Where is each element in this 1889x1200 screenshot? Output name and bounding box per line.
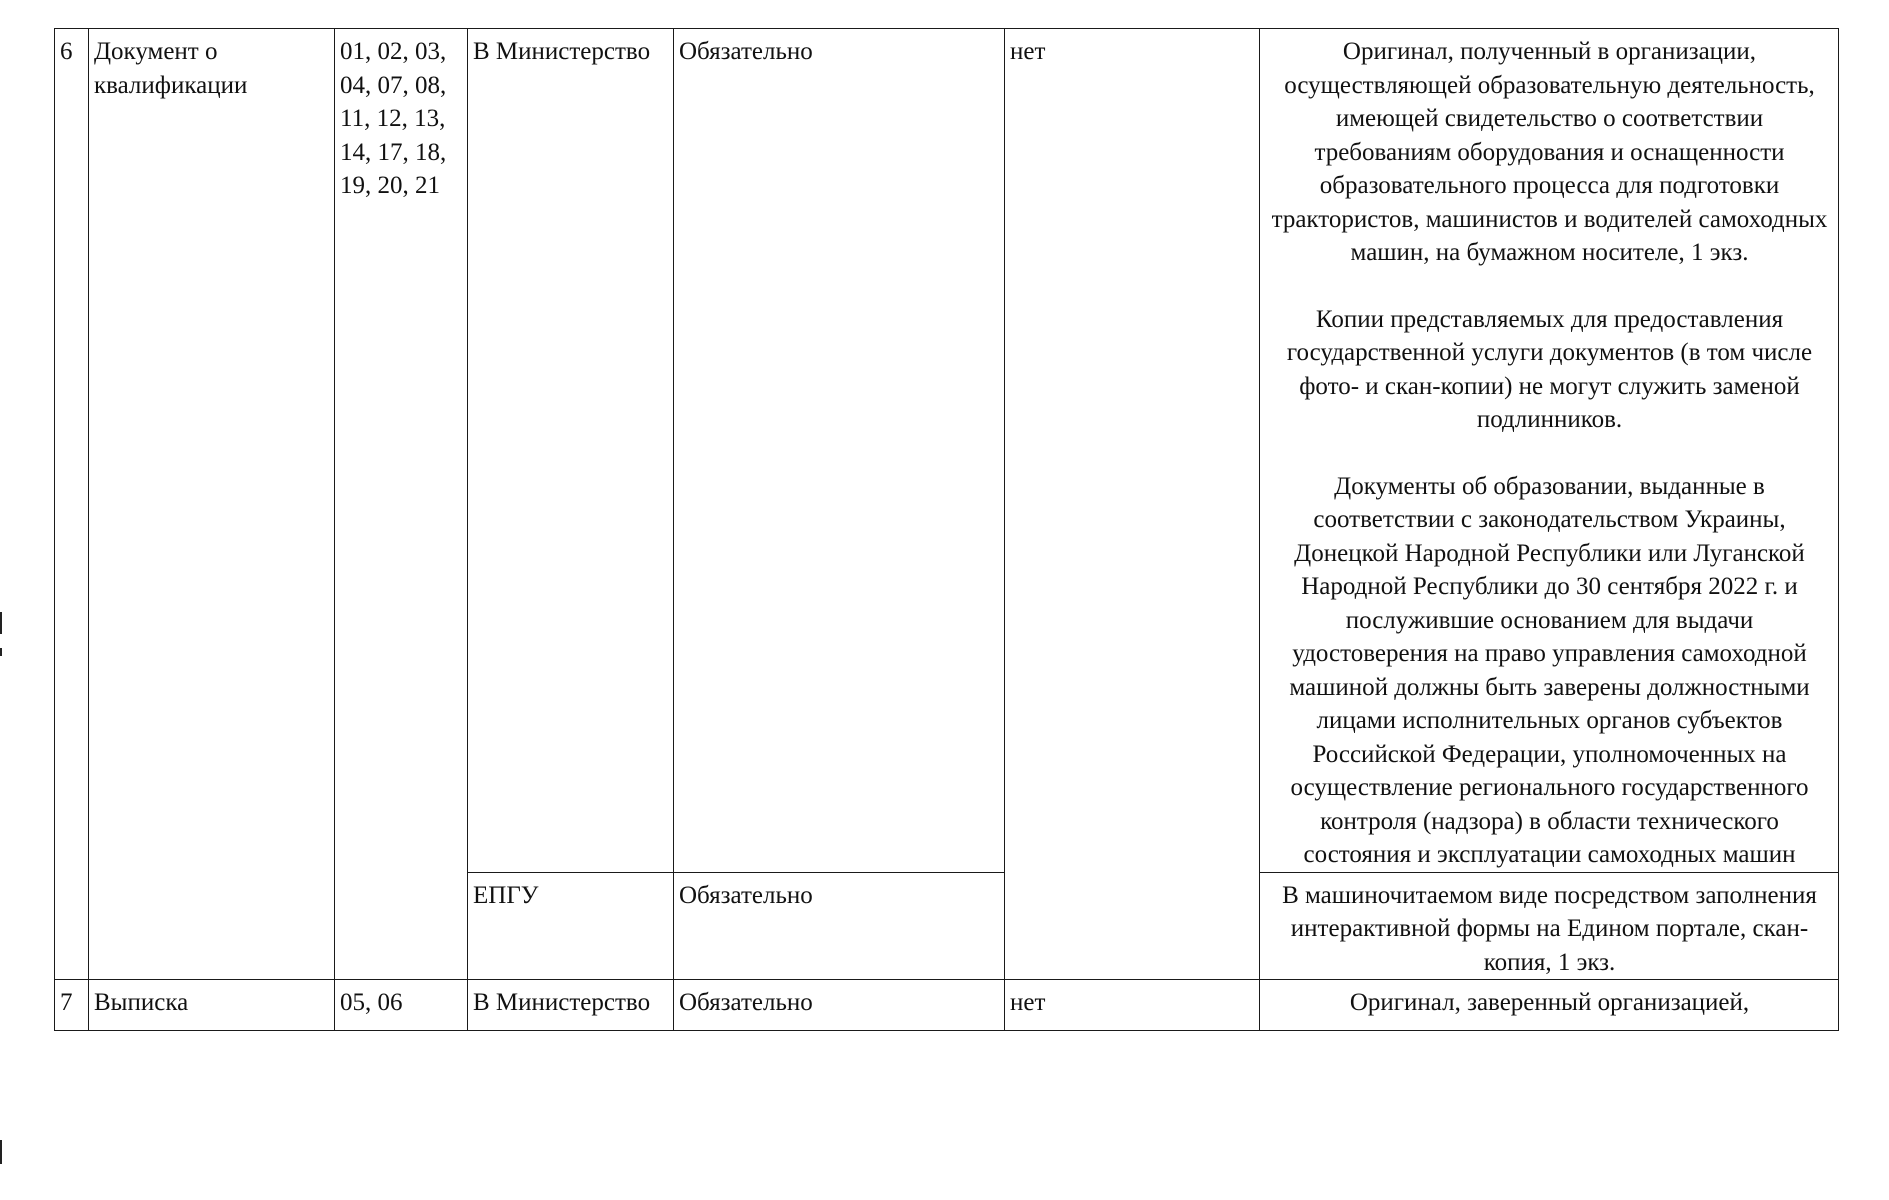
requirements-cell (1260, 872, 1839, 980)
optional-flag: нет (1005, 29, 1260, 980)
requirement-paragraph: Оригинал, полученный в организации, осуществляющей образовательную деятельность, имеющей свидетельство о соответствии требованиям оборудования и оснащенности образовательного процесса для подготовки трактористов, машинистов и водителей самоходных машин, на бумажном носителе, 1 экз. (1271, 38, 1828, 266)
category-codes: 05, 06 (335, 980, 468, 1031)
requirement-paragraph: Оригинал, заверенный организацией, (1349, 989, 1750, 1016)
table-row (55, 29, 1839, 873)
requirements-cell (1260, 980, 1839, 1031)
submission-channel: ЕПГУ (468, 872, 674, 980)
requirement-status: Обязательно (674, 29, 1005, 873)
optional-flag: нет (1005, 980, 1260, 1031)
submission-channel: В Министерство (468, 980, 674, 1031)
document-name: Документ о квалификации (89, 29, 335, 980)
scan-margin-mark (0, 612, 2, 634)
document-name: Выписка (89, 980, 335, 1031)
requirement-paragraph: В машиночитаемом виде посредством заполнения интерактивной формы на Едином портале, скан-копия, 1 экз. (1282, 881, 1817, 976)
submission-channel: В Министерство (468, 29, 674, 873)
category-codes: 01, 02, 03, 04, 07, 08, 11, 12, 13, 14, 17, 18, 19, 20, 21 (335, 29, 468, 980)
requirement-paragraph: Документы об образовании, выданные в соответствии с законодательством Украины, Донецкой Народной Республики или Луганской Народной Республики до 30 сентября 2022 г. и послужившие основанием для выдачи удостоверения на право управления самоходной машиной должны быть заверены должностными лицами исполнительных органов субъектов Российской Федерации, уполномоченных на осуществление регионального государственного контроля (надзора) в области технического состояния и эксплуатации самоходных машин (1289, 472, 1810, 868)
requirements-cell (1260, 29, 1839, 873)
requirement-status: Обязательно (674, 872, 1005, 980)
requirement-paragraph: Копии представляемых для предоставления государственной услуги документов (в том числе фото- и скан-копии) не могут служить заменой подлинников. (1286, 305, 1813, 433)
requirements-table (54, 28, 1839, 1031)
scan-margin-mark (0, 648, 2, 656)
scan-margin-mark (0, 1140, 2, 1164)
table-row (55, 980, 1839, 1031)
row-number: 6 (55, 29, 89, 980)
row-number: 7 (55, 980, 89, 1031)
requirement-status: Обязательно (674, 980, 1005, 1031)
